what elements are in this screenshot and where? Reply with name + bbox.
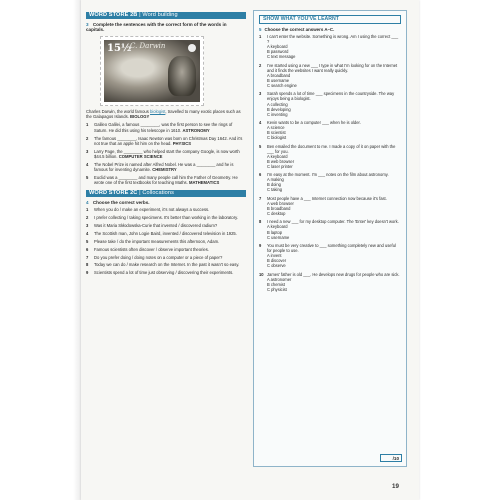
review-header: SHOW WHAT YOU'VE LEARNT: [259, 15, 401, 24]
task-4-list: [86, 207, 246, 275]
stamp-signature: C. Darwin: [130, 41, 166, 50]
tortoise-illustration: [168, 56, 196, 96]
score-box: /10: [380, 454, 402, 462]
question-item: 9 You must be very creative to ___ something completely new and useful for people to use. A invent B discover C observe: [259, 242, 396, 269]
question-item: 1 I can't enter the website. Something is wrong. Am I using the correct ___ ? A keyboard B password C text message: [259, 34, 399, 60]
question-item: 8 I need a new ___ for my desktop computer. The 'Enter' key doesn't work. A keyboard B laptop C username: [259, 219, 399, 240]
list-item: 9 Scientists spend a lot of time just observing / discovering their experiments.: [86, 270, 234, 276]
list-item: 4 The Scottish man, John Logie Baird, invented / discovered television in 1925.: [86, 230, 237, 236]
section-header-2b: WORD STORE 2B | Word building: [86, 12, 246, 19]
darwin-stamp-image: [100, 36, 204, 106]
task-4-title: 4 Choose the correct verbs.: [86, 199, 150, 205]
list-item: 5 Please take / do the important measurements this afternoon, Adam.: [86, 238, 220, 244]
question-item: 3 Sarah spends a lot of time ___ specimens in the countryside. The way enjoys being a biologist. A collecting B developing C inventing: [259, 91, 395, 117]
question-item: 5 Ben emailed the document to me. I made a copy of it on paper with the ___ for you. A keyboard B web browser C laser printer: [259, 143, 396, 169]
page-number: 19: [392, 483, 399, 490]
queen-head-icon: [188, 44, 196, 52]
task-3-title: 3 Complete the sentences with the correct form of the words in capitals.: [86, 22, 227, 33]
task-5-list: [259, 34, 401, 292]
left-column: [86, 12, 246, 278]
list-item: 2 I prefer collecting / taking specimens. It's better than working in the laboratory.: [86, 215, 239, 221]
question-item: 10 James' father is old ___. He develops new drugs for people who are sick. A astronomer B chemist C physicist: [259, 271, 400, 292]
list-item: 1 Galileo Galilei, a famous ________, was the first person to see the rings of Saturn. He did this using his telescope in 1610. ASTRONOMY: [86, 122, 233, 133]
list-item: 3 Larry Page, the ________ who helped start the company Google, is now worth $44.5 billion. COMPUTER SCIENCE: [86, 148, 240, 160]
task-3-list: [86, 122, 246, 185]
question-item: 2 I've started using a new ___ I type in what I'm looking for on the Internet and it finds the websites I want really quickly. A broadband B username C search engine: [259, 62, 398, 89]
book-gutter: [73, 0, 81, 500]
list-item: 8 Today we can do / make research on the Internet. In the past it wasn't so easy.: [86, 262, 240, 268]
question-item: 4 Kevin wants to be a computer ___ when he is older. A science B scientist C biologist: [259, 119, 361, 141]
list-item: 7 Do you prefer doing / doing notes on a computer or a piece of paper?: [86, 254, 223, 260]
task-5-title: 5 Choose the correct answers A–C.: [259, 27, 335, 32]
list-item: 5 Euclid was a ________ and many people call him the Father of Geometry. He wrote one of the first textbooks for teaching Maths. MATHEMATICS: [86, 175, 238, 186]
list-item: 4 The Nobel Prize is named after Alfred Nobel. He was a ________ and he is famous for inventing dynamite. CHEMISTRY: [86, 161, 234, 173]
question-item: 7 Most people have a ___ Internet connection now because it's fast. A web browser B broadband C desktop: [259, 195, 387, 217]
stamp-photo: [104, 40, 200, 102]
example-sentence: Charles Darwin, the world famous biologist, travelled to many exotic places such as the Galapagos Islands. BIOLOGY: [86, 108, 241, 120]
stamp-value: 15½: [107, 42, 132, 54]
list-item: 2 The famous ________, Isaac Newton was born on Christmas Day 1642. And it's not true that an apple hit him on the head. PHYSICS: [86, 135, 243, 146]
list-item: 3 Was it Maria Skłodowska-Curie that invented / discovered radium?: [86, 222, 218, 228]
review-box: [253, 10, 407, 467]
section-header-2c: WORD STORE 2C | Collocations: [86, 190, 246, 197]
question-item: 6 I'm easy at the moment. I'm ___ notes on the film about astronomy. A making B doing C taking: [259, 172, 389, 193]
list-item: 1 When you do / make an experiment, it's not always a success.: [86, 207, 210, 213]
list-item: 6 Famous scientists often discover / observe important theories.: [86, 246, 209, 252]
